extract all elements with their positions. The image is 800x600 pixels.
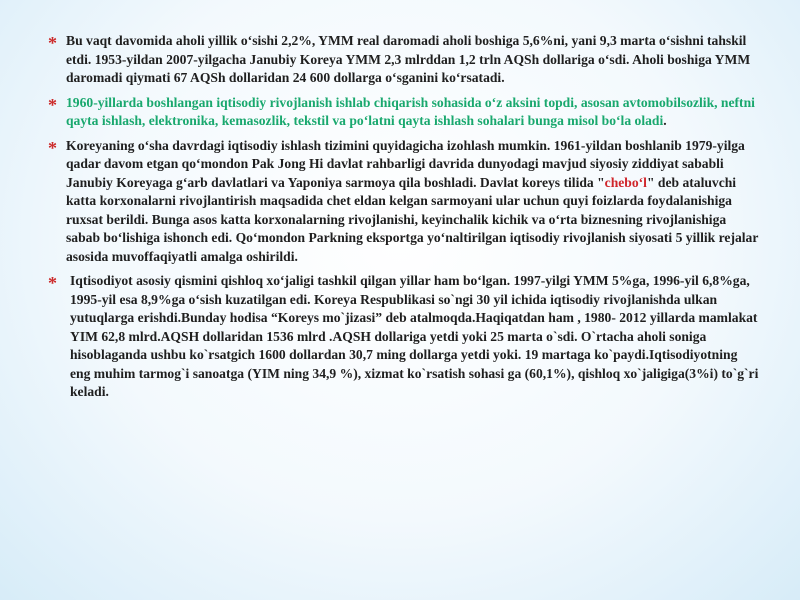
paragraph-text	[66, 137, 760, 267]
bullet-marker: *	[48, 273, 57, 293]
bullet-marker: *	[48, 33, 57, 53]
paragraph-text: Iqtisodiyot asosiy qismini qishloq xo‘jaligi tashkil qilgan yillar ham bo‘lgan. 1997-yilgi YMM 5%ga, 1996-yil 6,8%ga, 1995-yil esa 8,9%ga o‘sish kuzatilgan edi. Koreya Respublikasi so`ngi 30 yil ichida iqtisodiy rivojlanishda ulkan yutuqlarga erishdi.Bunday hodisa “Koreys mo`jizasi” deb atalmoqda.Haqiqatdan ham , 1980- 2012 yillarda mamlakat YIM 62,8 mlrd.AQSH dollaridan 1536 mlrd .AQSH dollariga yetdi yoki 25 marta o`sdi. O`rtacha aholi soniga hisoblaganda ushbu ko`rsatgich 1600 dollardan 30,7 ming dollarga yetdi yoki. 19 martaga ko`paydi.Iqtisodiyotning eng muhim tarmog`i sanoatga (YIM ning 34,9 %), xizmat ko`rsatish sohasi ga (60,1%), qishloq xo`jaligiga(3%i) to`g`ri keladi.	[70, 273, 759, 399]
slide-content	[48, 32, 760, 408]
paragraph-text-after: " deb ataluvchi katta korxonalarni rivojlantirish maqsadida chet eldan kelgan sarmoyani ular uchun quyi foizlarda foydalanishiga ruxsat berildi. Bunga asos katta korxonalarning rivojlanishi, keyinchalik kichik va o‘rta biznesning rivojlanishiga sabab bo‘lishiga ishonch edi. Qo‘mondon Parkning eksportga yo‘naltirilgan iqtisodiy rivojlanish siyosati 5 yillik rejalar asosida muvoffaqiyatli amalga oshirildi.	[66, 174, 759, 264]
bullet-marker: *	[48, 137, 57, 158]
bullet-paragraph-1	[48, 32, 760, 88]
green-highlight-text: 1960-yillarda boshlangan iqtisodiy rivojlanish ishlab chiqarish sohasida o‘z aksini topdi, asosan avtomobilsozlik, neftni qayta ishlash, elektronika, kemasozlik, tekstil va po‘latni qayta ishlash sohalari bunga misol bo‘la oladi	[66, 94, 755, 128]
bullet-paragraph-3	[48, 137, 760, 267]
paragraph-text: Bu vaqt davomida aholi yillik o‘sishi 2,2%, YMM real daromadi aholi boshiga 5,6%ni, yani 9,3 marta o‘sishni tahskil etdi. 1953-yildan 2007-yilgacha Janubiy Koreya YMM 2,3 mlrddan 1,2 trln AQSh dollariga o‘sdi. Aholi boshiga YMM daromadi qiymati 67 AQSh dollaridan 24 600 dollarga o‘sganini ko‘rsatadi.	[66, 33, 751, 85]
paragraph-text	[66, 94, 760, 131]
bullet-paragraph-2	[48, 94, 760, 131]
red-highlight-term: chebo‘l	[604, 174, 647, 190]
paragraph-end: .	[663, 113, 667, 128]
bullet-paragraph-4	[48, 272, 760, 402]
paragraph-text-before: Koreyaning o‘sha davrdagi iqtisodiy ishlash tizimini quyidagicha izohlash mumkin. 1961-yildan boshlanib 1979-yilga qadar davom etgan qo‘mondon Pak Jong Hi davlat rahbarligi davrida dunyodagi mavjud siyosiy ziddiyat sababli Janubiy Koreyaga g‘arb davlatlari va Yaponiya sarmoya qila boshladi. Davlat koreys tilida "	[66, 137, 745, 190]
bullet-marker: *	[48, 94, 57, 115]
